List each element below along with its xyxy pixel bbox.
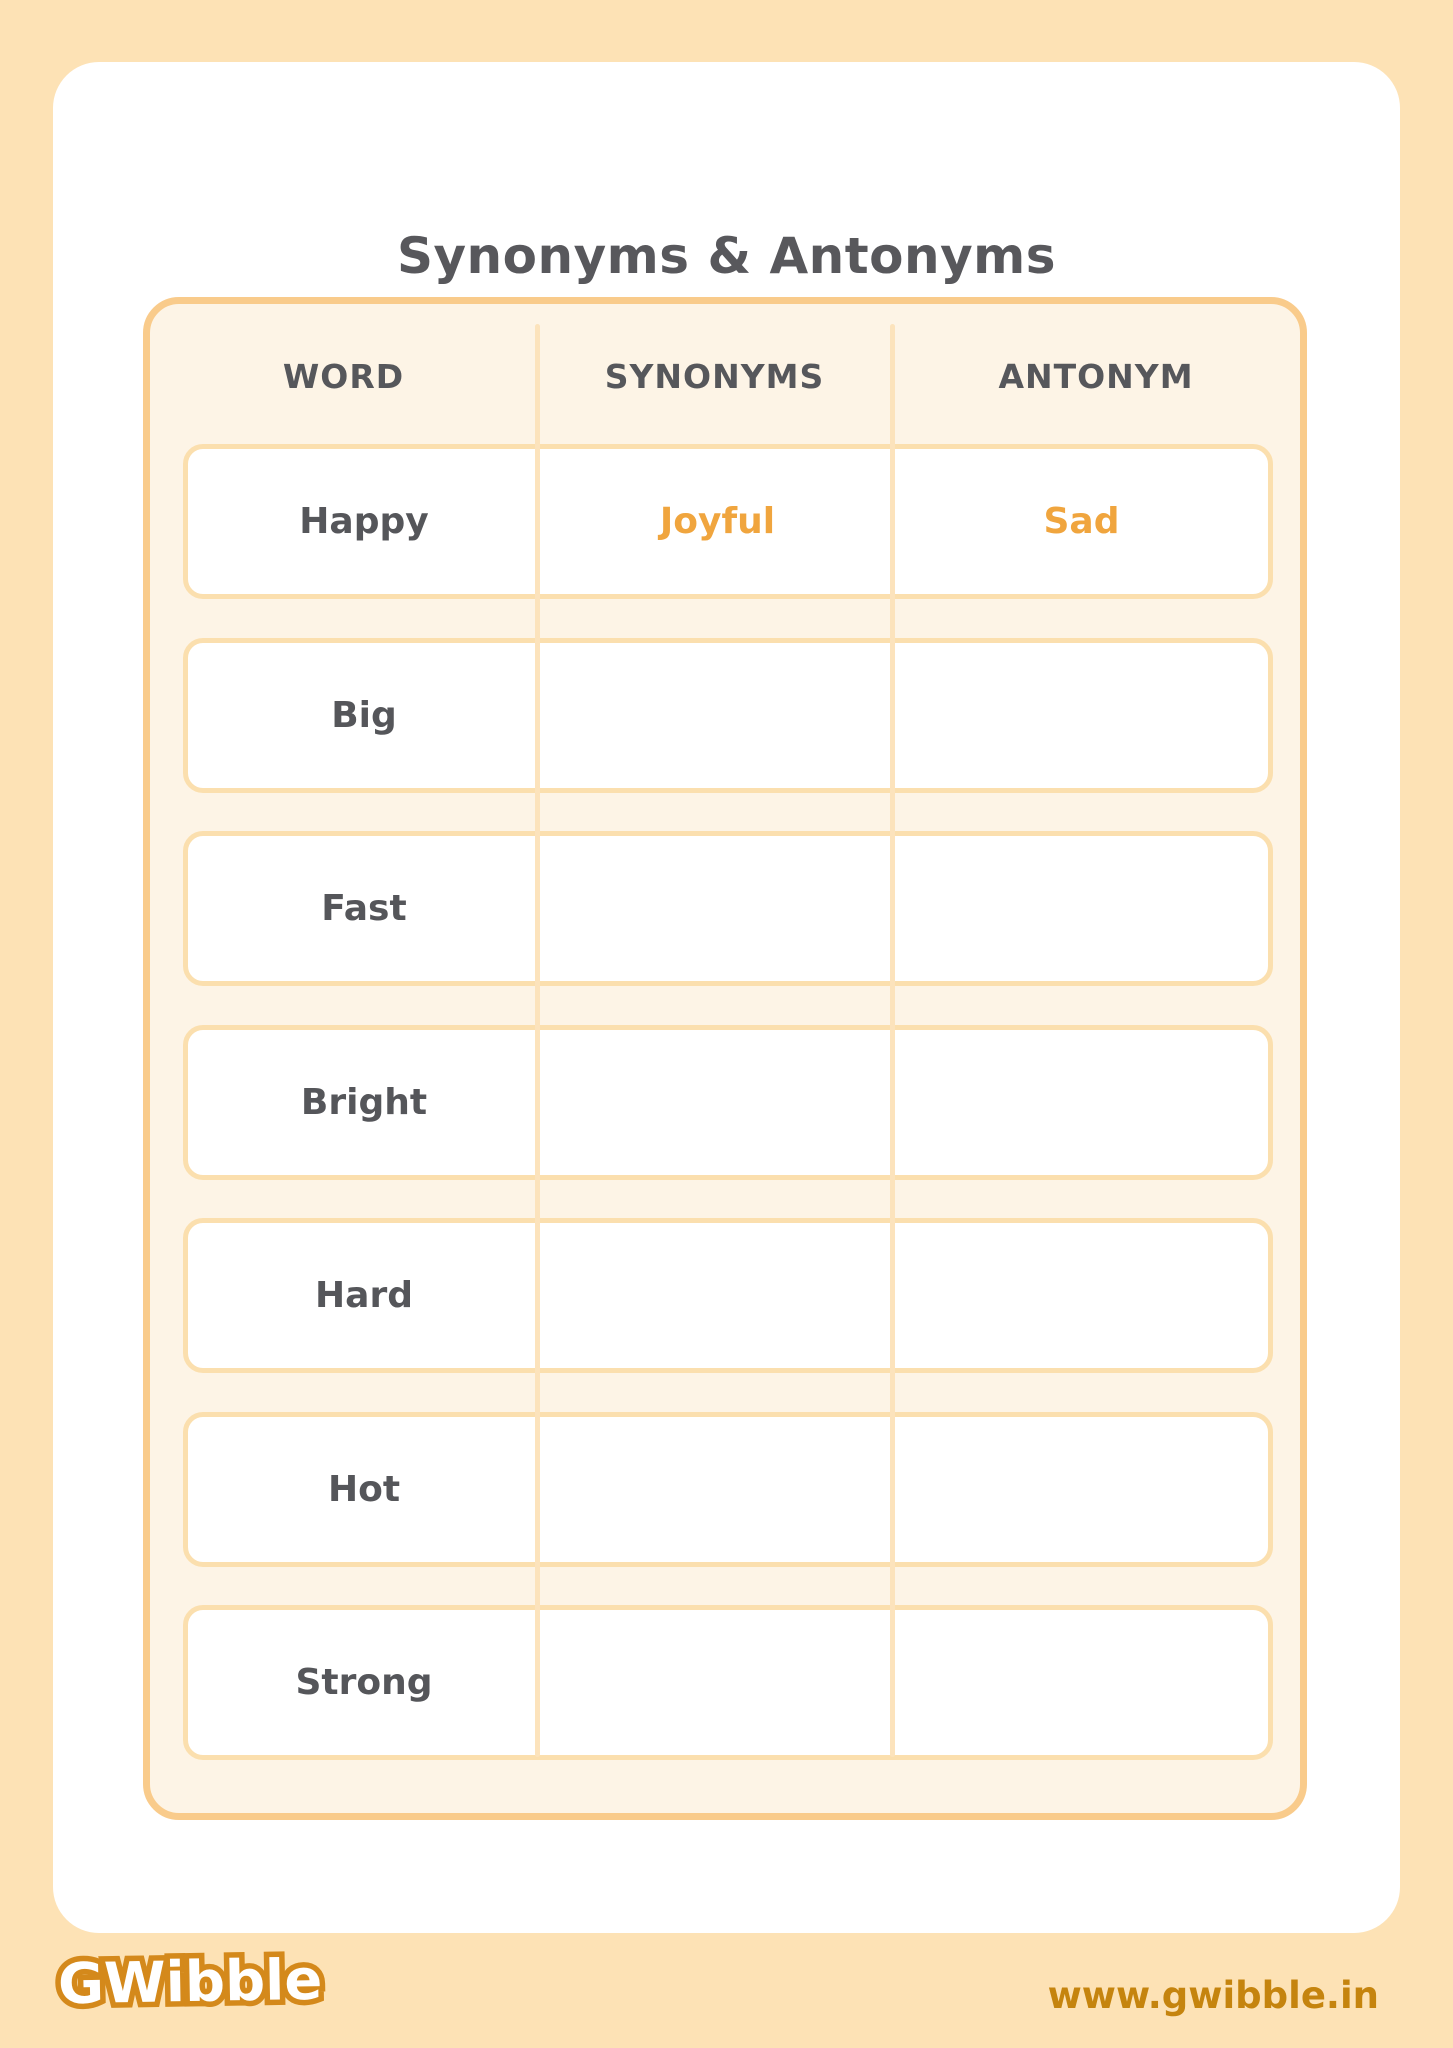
synonym-cell-empty[interactable]	[540, 643, 895, 788]
antonym-cell[interactable]: Sad	[1043, 501, 1120, 542]
page-title: Synonyms & Antonyms	[396, 227, 1057, 285]
column-divider-2	[890, 324, 895, 1757]
synonym-cell-empty[interactable]	[540, 1030, 895, 1175]
website-url: www.gwibble.in	[1047, 1974, 1379, 2017]
table-row-bright	[183, 1025, 1273, 1180]
antonym-cell-empty[interactable]	[895, 643, 1268, 788]
worksheet-card	[53, 62, 1400, 1933]
synonym-cell-empty[interactable]	[540, 1610, 895, 1755]
word-cell: Fast	[321, 888, 407, 929]
gwibble-logo: GWibble	[57, 1947, 323, 2018]
table-row-hot	[183, 1412, 1273, 1567]
synonym-cell-empty[interactable]	[540, 836, 895, 981]
word-cell: Bright	[300, 1082, 428, 1123]
word-cell: Big	[331, 695, 397, 736]
table-row-hard	[183, 1218, 1273, 1373]
table-row-fast	[183, 831, 1273, 986]
column-divider-1	[535, 324, 540, 1757]
table-row-big	[183, 638, 1273, 793]
antonym-cell-empty[interactable]	[895, 1030, 1268, 1175]
column-header-synonyms: SYNONYMS	[604, 356, 825, 396]
synonyms-antonyms-table	[143, 297, 1307, 1820]
column-header-antonym: ANTONYM	[998, 356, 1194, 396]
synonym-cell-empty[interactable]	[540, 1223, 895, 1368]
table-row-happy	[183, 444, 1273, 599]
word-cell: Happy	[299, 501, 429, 542]
word-cell: Strong	[295, 1662, 433, 1703]
word-cell: Hard	[315, 1275, 413, 1316]
table-row-strong	[183, 1605, 1273, 1760]
column-header-word: WORD	[282, 356, 405, 396]
antonym-cell-empty[interactable]	[895, 836, 1268, 981]
table-header-row	[150, 346, 1300, 406]
antonym-cell-empty[interactable]	[895, 1223, 1268, 1368]
synonym-cell[interactable]: Joyful	[659, 501, 776, 542]
antonym-cell-empty[interactable]	[895, 1417, 1268, 1562]
antonym-cell-empty[interactable]	[895, 1610, 1268, 1755]
synonym-cell-empty[interactable]	[540, 1417, 895, 1562]
word-cell: Hot	[327, 1469, 401, 1510]
